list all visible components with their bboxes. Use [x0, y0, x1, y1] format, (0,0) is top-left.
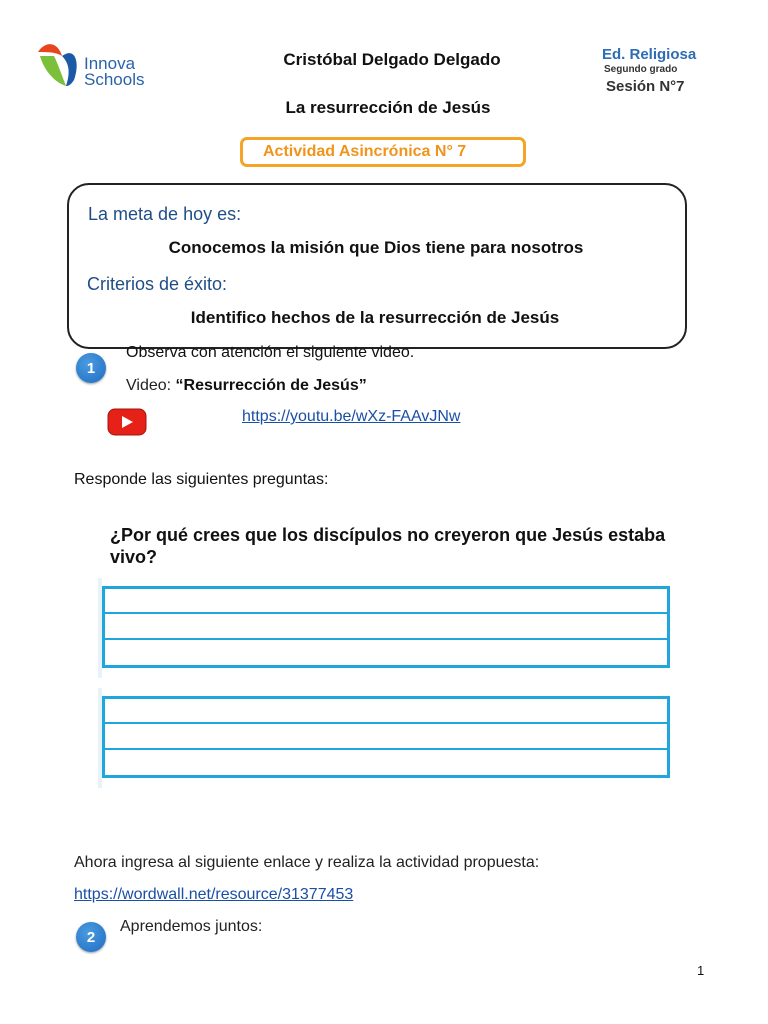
answer-line [105, 722, 667, 724]
answer-line [105, 748, 667, 750]
video-title: “Resurrección de Jesús” [175, 377, 367, 394]
session-label: Sesión N°7 [606, 78, 685, 95]
activity-label: Actividad Asincrónica N° 7 [263, 143, 467, 160]
logo-text-innova: Innova [84, 54, 136, 73]
answer-line [105, 612, 667, 614]
grade-label: Segundo grado [604, 64, 678, 75]
video-prefix: Video: [126, 377, 176, 394]
subject-label: Ed. Religiosa [602, 46, 697, 63]
activity-badge [240, 137, 526, 167]
wordwall-link[interactable]: https://wordwall.net/resource/31377453 [74, 886, 354, 903]
youtube-icon[interactable] [106, 407, 148, 437]
step-1-badge: 1 [76, 353, 106, 383]
logo-text-schools: Schools [84, 70, 145, 89]
questions-intro: Responde las siguientes preguntas: [74, 471, 329, 488]
answer-line [105, 638, 667, 640]
criteria-label: Criterios de éxito: [87, 274, 228, 294]
question-1: ¿Por qué crees que los discípulos no creyeron que Jesús estaba vivo? [110, 525, 666, 567]
page-title: La resurrección de Jesús [285, 98, 491, 117]
step-1-instruction: Observa con atención el siguiente video. [126, 344, 415, 361]
video-line [126, 377, 367, 395]
author-name: Cristóbal Delgado Delgado [283, 50, 501, 69]
answer-block-2[interactable] [102, 696, 670, 778]
criteria-text: Identifico hechos de la resurrección de Jesús [190, 308, 560, 327]
activity-instruction: Ahora ingresa al siguiente enlace y realiza la actividad propuesta: [74, 854, 540, 871]
goal-label: La meta de hoy es: [88, 204, 242, 224]
page-number: 1 [697, 963, 705, 978]
step-2-badge: 2 [76, 922, 106, 952]
answer-block-1[interactable] [102, 586, 670, 668]
aprendemos-label: Aprendemos juntos: [120, 918, 263, 935]
goal-text: Conocemos la misión que Dios tiene para nosotros [168, 238, 584, 257]
video-link[interactable]: https://youtu.be/wXz-FAAvJNw [242, 408, 461, 425]
